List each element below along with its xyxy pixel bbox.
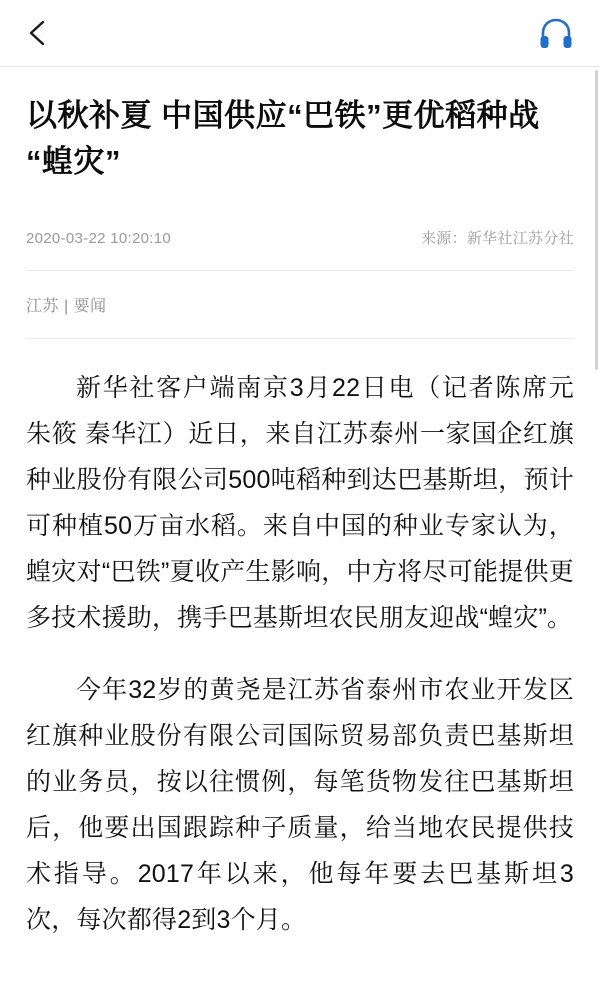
meta-divider — [26, 270, 574, 271]
back-button[interactable] — [18, 13, 58, 53]
article-tags: 江苏 | 要闻 — [26, 298, 107, 315]
article-paragraph: 新华社客户端南京3月22日电（记者陈席元 朱筱 秦华江）近日，来自江苏泰州一家国企红旗种业股份有限公司500吨稻种到达巴基斯坦，预计可种植50万亩水稻。来自中国的种业专家认为，蝗灾对“巴铁”夏收产生影响，中方将尽可能提供更多技术援助，携手巴基斯坦农民朋友迎战“蝗灾”。 — [26, 374, 574, 632]
article-container — [0, 93, 600, 943]
chevron-left-icon — [26, 18, 50, 48]
article-body — [26, 365, 574, 943]
article-meta — [26, 227, 574, 248]
scrollbar[interactable] — [595, 70, 598, 370]
audio-play-button[interactable] — [534, 11, 578, 55]
publish-timestamp: 2020-03-22 10:20:10 — [26, 230, 171, 247]
tags-divider — [26, 338, 574, 339]
top-navigation-bar — [0, 0, 600, 66]
page-title: 以秋补夏 中国供应“巴铁”更优稻种战“蝗灾” — [26, 98, 540, 179]
article-source: 来源：新华社江苏分社 — [420, 230, 574, 247]
article-paragraph: 今年32岁的黄尧是江苏省泰州市农业开发区红旗种业股份有限公司国际贸易部负责巴基斯坦的业务员，按以往惯例，每笔货物发往巴基斯坦后，他要出国跟踪种子质量，给当地农民提供技术指导。2017年以来，他每年要去巴基斯坦3次，每次都得2到3个月。 — [26, 676, 574, 934]
headphone-icon — [537, 15, 575, 51]
topbar-divider — [0, 66, 600, 67]
